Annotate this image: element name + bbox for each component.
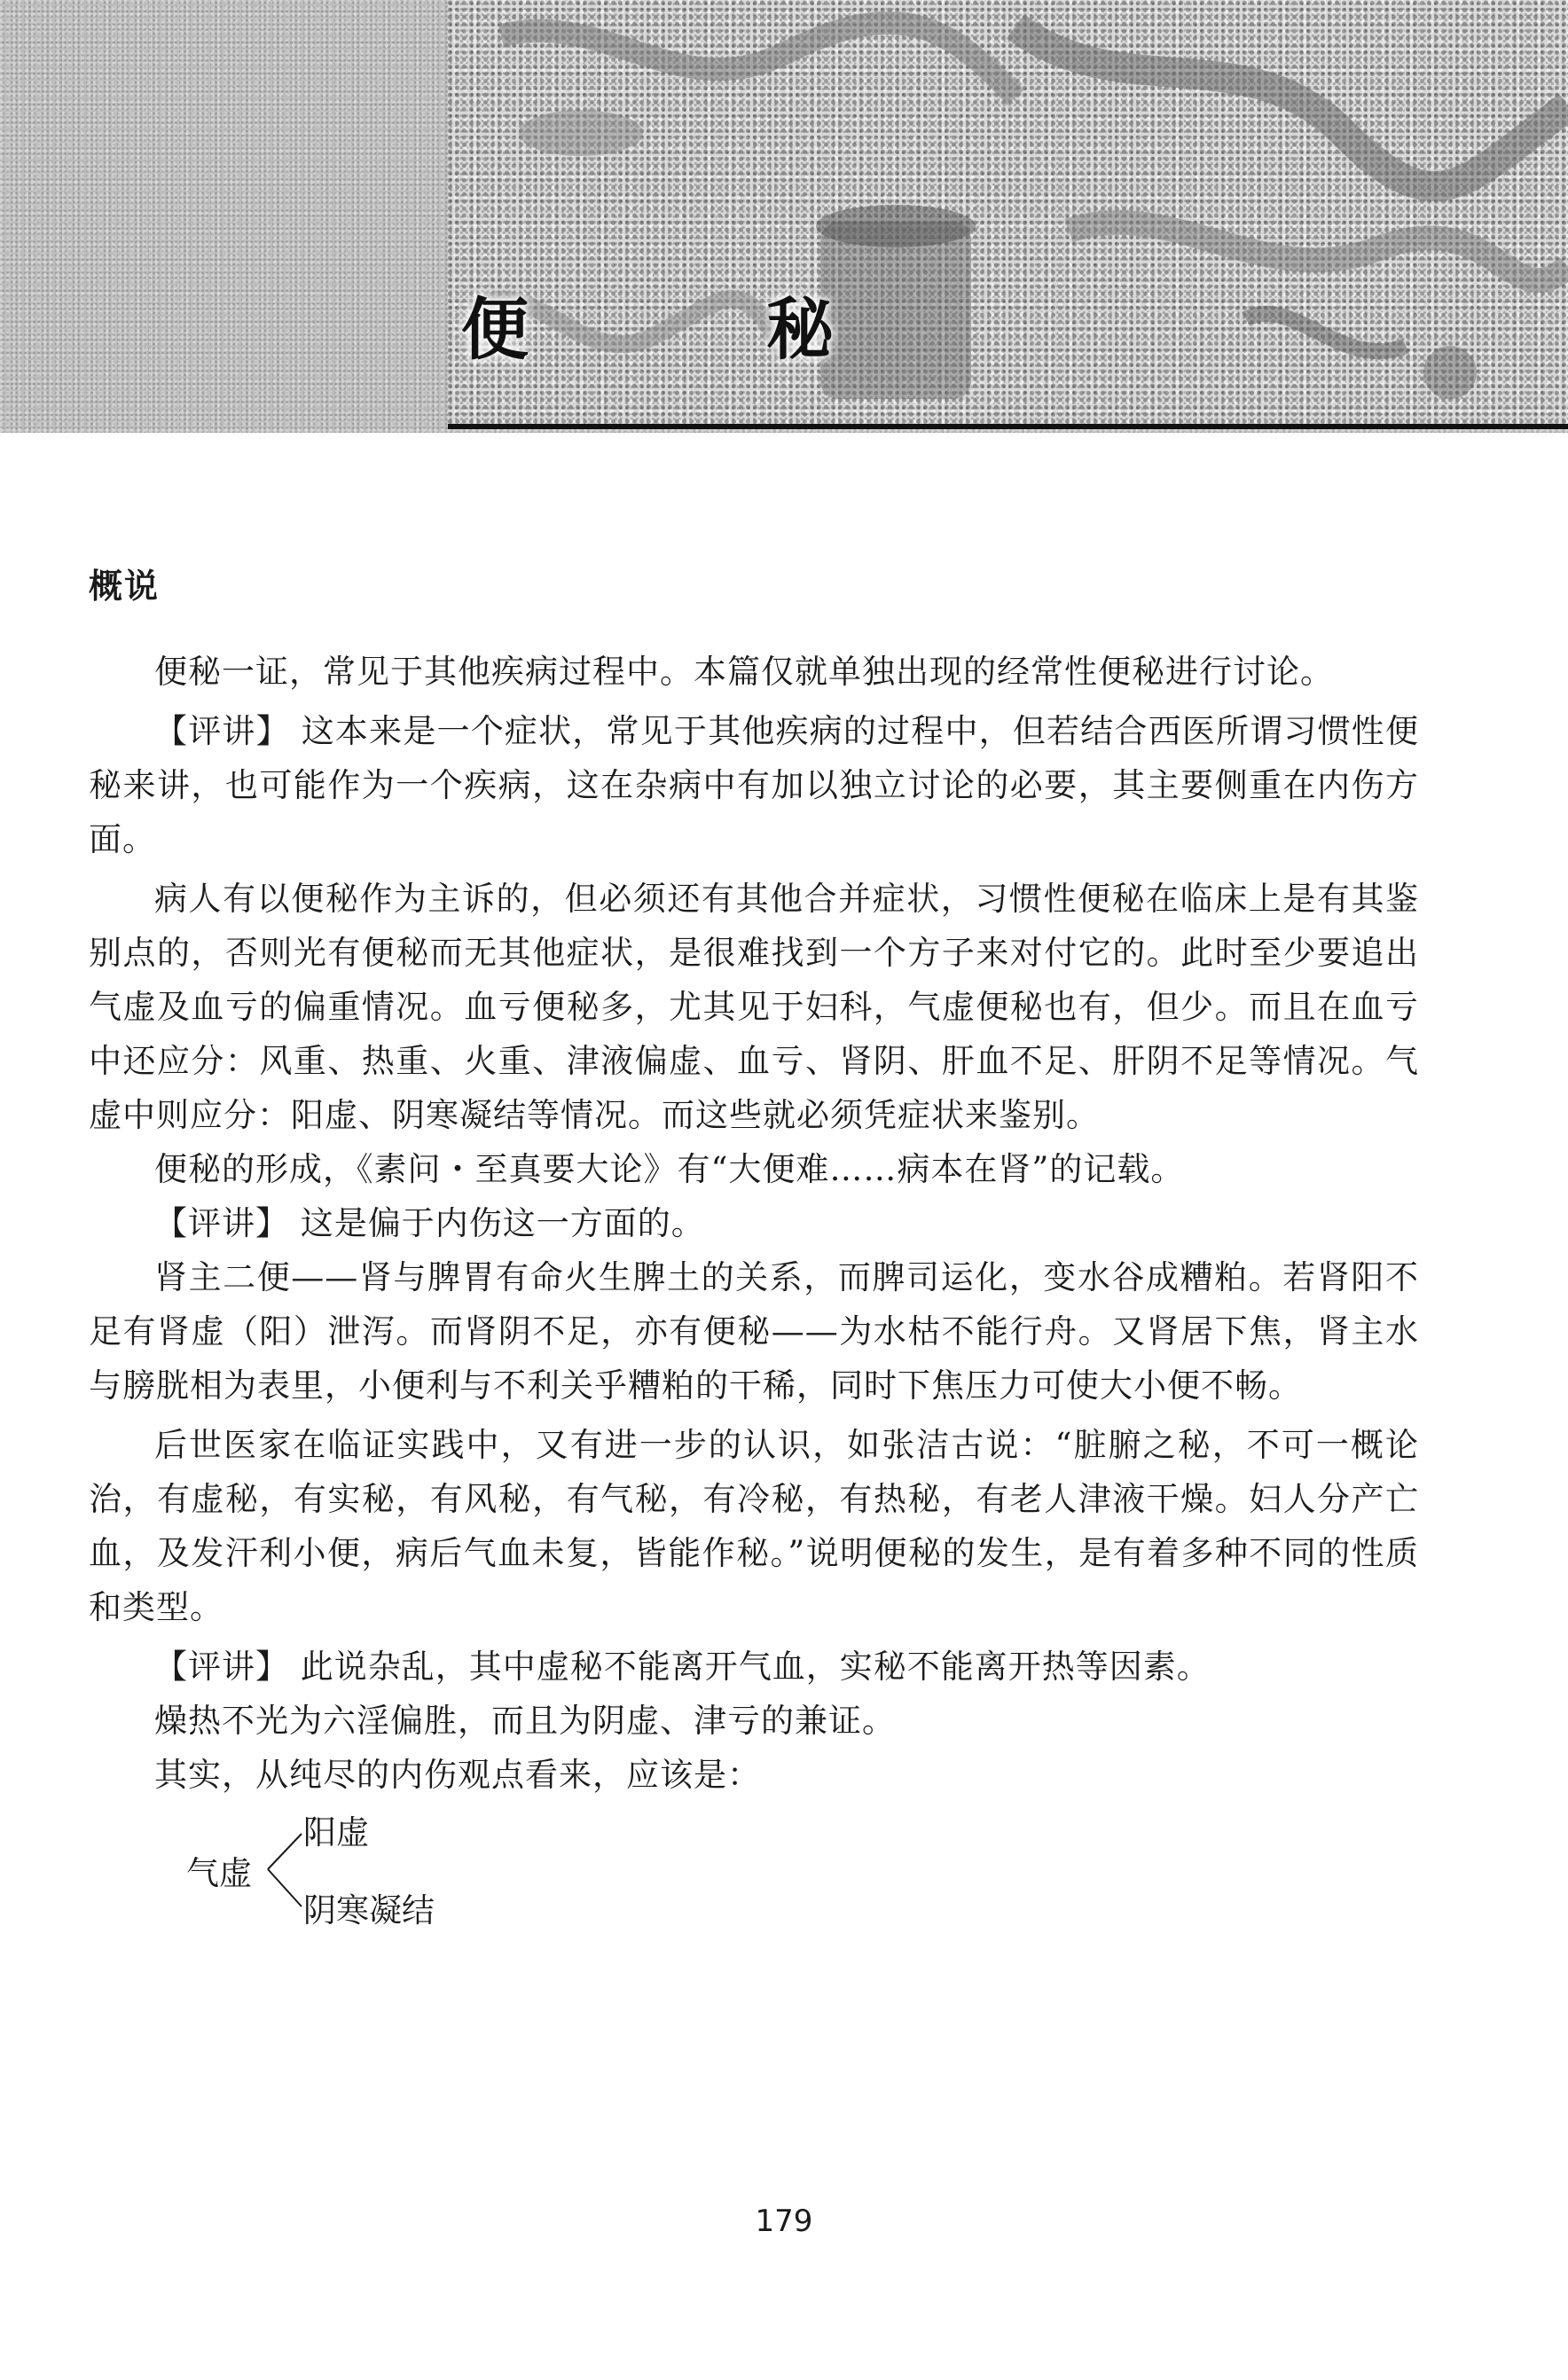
diagram-branch-top: 阳虚	[303, 1813, 369, 1852]
commentary-paragraph: 肾主二便——肾与脾胃有命火生脾土的关系，而脾司运化，变水谷成糟粕。若肾阳不足有肾虚（阳）泄泻。而肾阴不足，亦有便秘——为水枯不能行舟。又肾居下焦，肾主水与膀胱相为表里，小便利与不利关乎糟粕的干稀，同时下焦压力可使大小便不畅。	[89, 1258, 1419, 1405]
classification-diagram	[186, 1809, 541, 1930]
page-body	[89, 559, 1419, 1930]
page-number: 179	[755, 2204, 813, 2239]
chapter-banner	[0, 0, 1568, 433]
source-paragraph: 便秘一证，常见于其他疾病过程中。本篇仅就单独出现的经常性便秘进行讨论。	[154, 653, 1334, 691]
diagram-branch-bottom: 阴寒凝结	[303, 1891, 435, 1930]
source-paragraph: 便秘的形成，《素问・至真要大论》有“大便难……病本在肾”的记载。	[154, 1150, 1185, 1188]
section-heading: 概说	[89, 567, 161, 606]
header-rule-thick	[448, 424, 1568, 429]
chapter-title	[461, 257, 834, 390]
commentary-paragraph: 燥热不光为六淫偏胜，而且为阴虚、津亏的兼证。	[154, 1702, 896, 1740]
source-paragraph: 后世医家在临证实践中，又有进一步的认识，如张洁古说：“脏腑之秘，不可一概论治，有虚秘，有实秘，有风秘，有气秘，有冷秘，有热秘，有老人津液干燥。妇人分产亡血，及发汗利小便，病后气血未复，皆能作秘。”说明便秘的发生，是有着多种不同的性质和类型。	[89, 1426, 1419, 1626]
chapter-title-char-1: 便	[461, 289, 529, 369]
diagram-root-label: 气虚	[186, 1854, 252, 1892]
commentary-paragraph: 【评讲】 此说杂乱，其中虚秘不能离开气血，实秘不能离开热等因素。	[154, 1648, 1211, 1686]
commentary-paragraph: 【评讲】 这本来是一个症状，常见于其他疾病的过程中，但若结合西医所谓习惯性便秘来讲，也可能作为一个疾病，这在杂病中有加以独立讨论的必要，其主要侧重在内伤方面。	[89, 712, 1419, 858]
commentary-paragraph: 其实，从纯尽的内伤观点看来，应该是：	[154, 1756, 761, 1794]
commentary-paragraph: 病人有以便秘作为主诉的，但必须还有其他合并症状，习惯性便秘在临床上是有其鉴别点的，否则光有便秘而无其他症状，是很难找到一个方子来对付它的。此时至少要追出气虚及血亏的偏重情况。血亏便秘多，尤其见于妇科，气虚便秘也有，但少。而且在血亏中还应分：风重、热重、火重、津液偏虚、血亏、肾阴、肝血不足、肝阴不足等情况。气虚中则应分：阳虚、阴寒凝结等情况。而这些就必须凭症状来鉴别。	[89, 880, 1419, 1134]
commentary-paragraph: 【评讲】 这是偏于内伤这一方面的。	[154, 1204, 705, 1242]
chapter-title-char-2: 秘	[766, 289, 834, 369]
